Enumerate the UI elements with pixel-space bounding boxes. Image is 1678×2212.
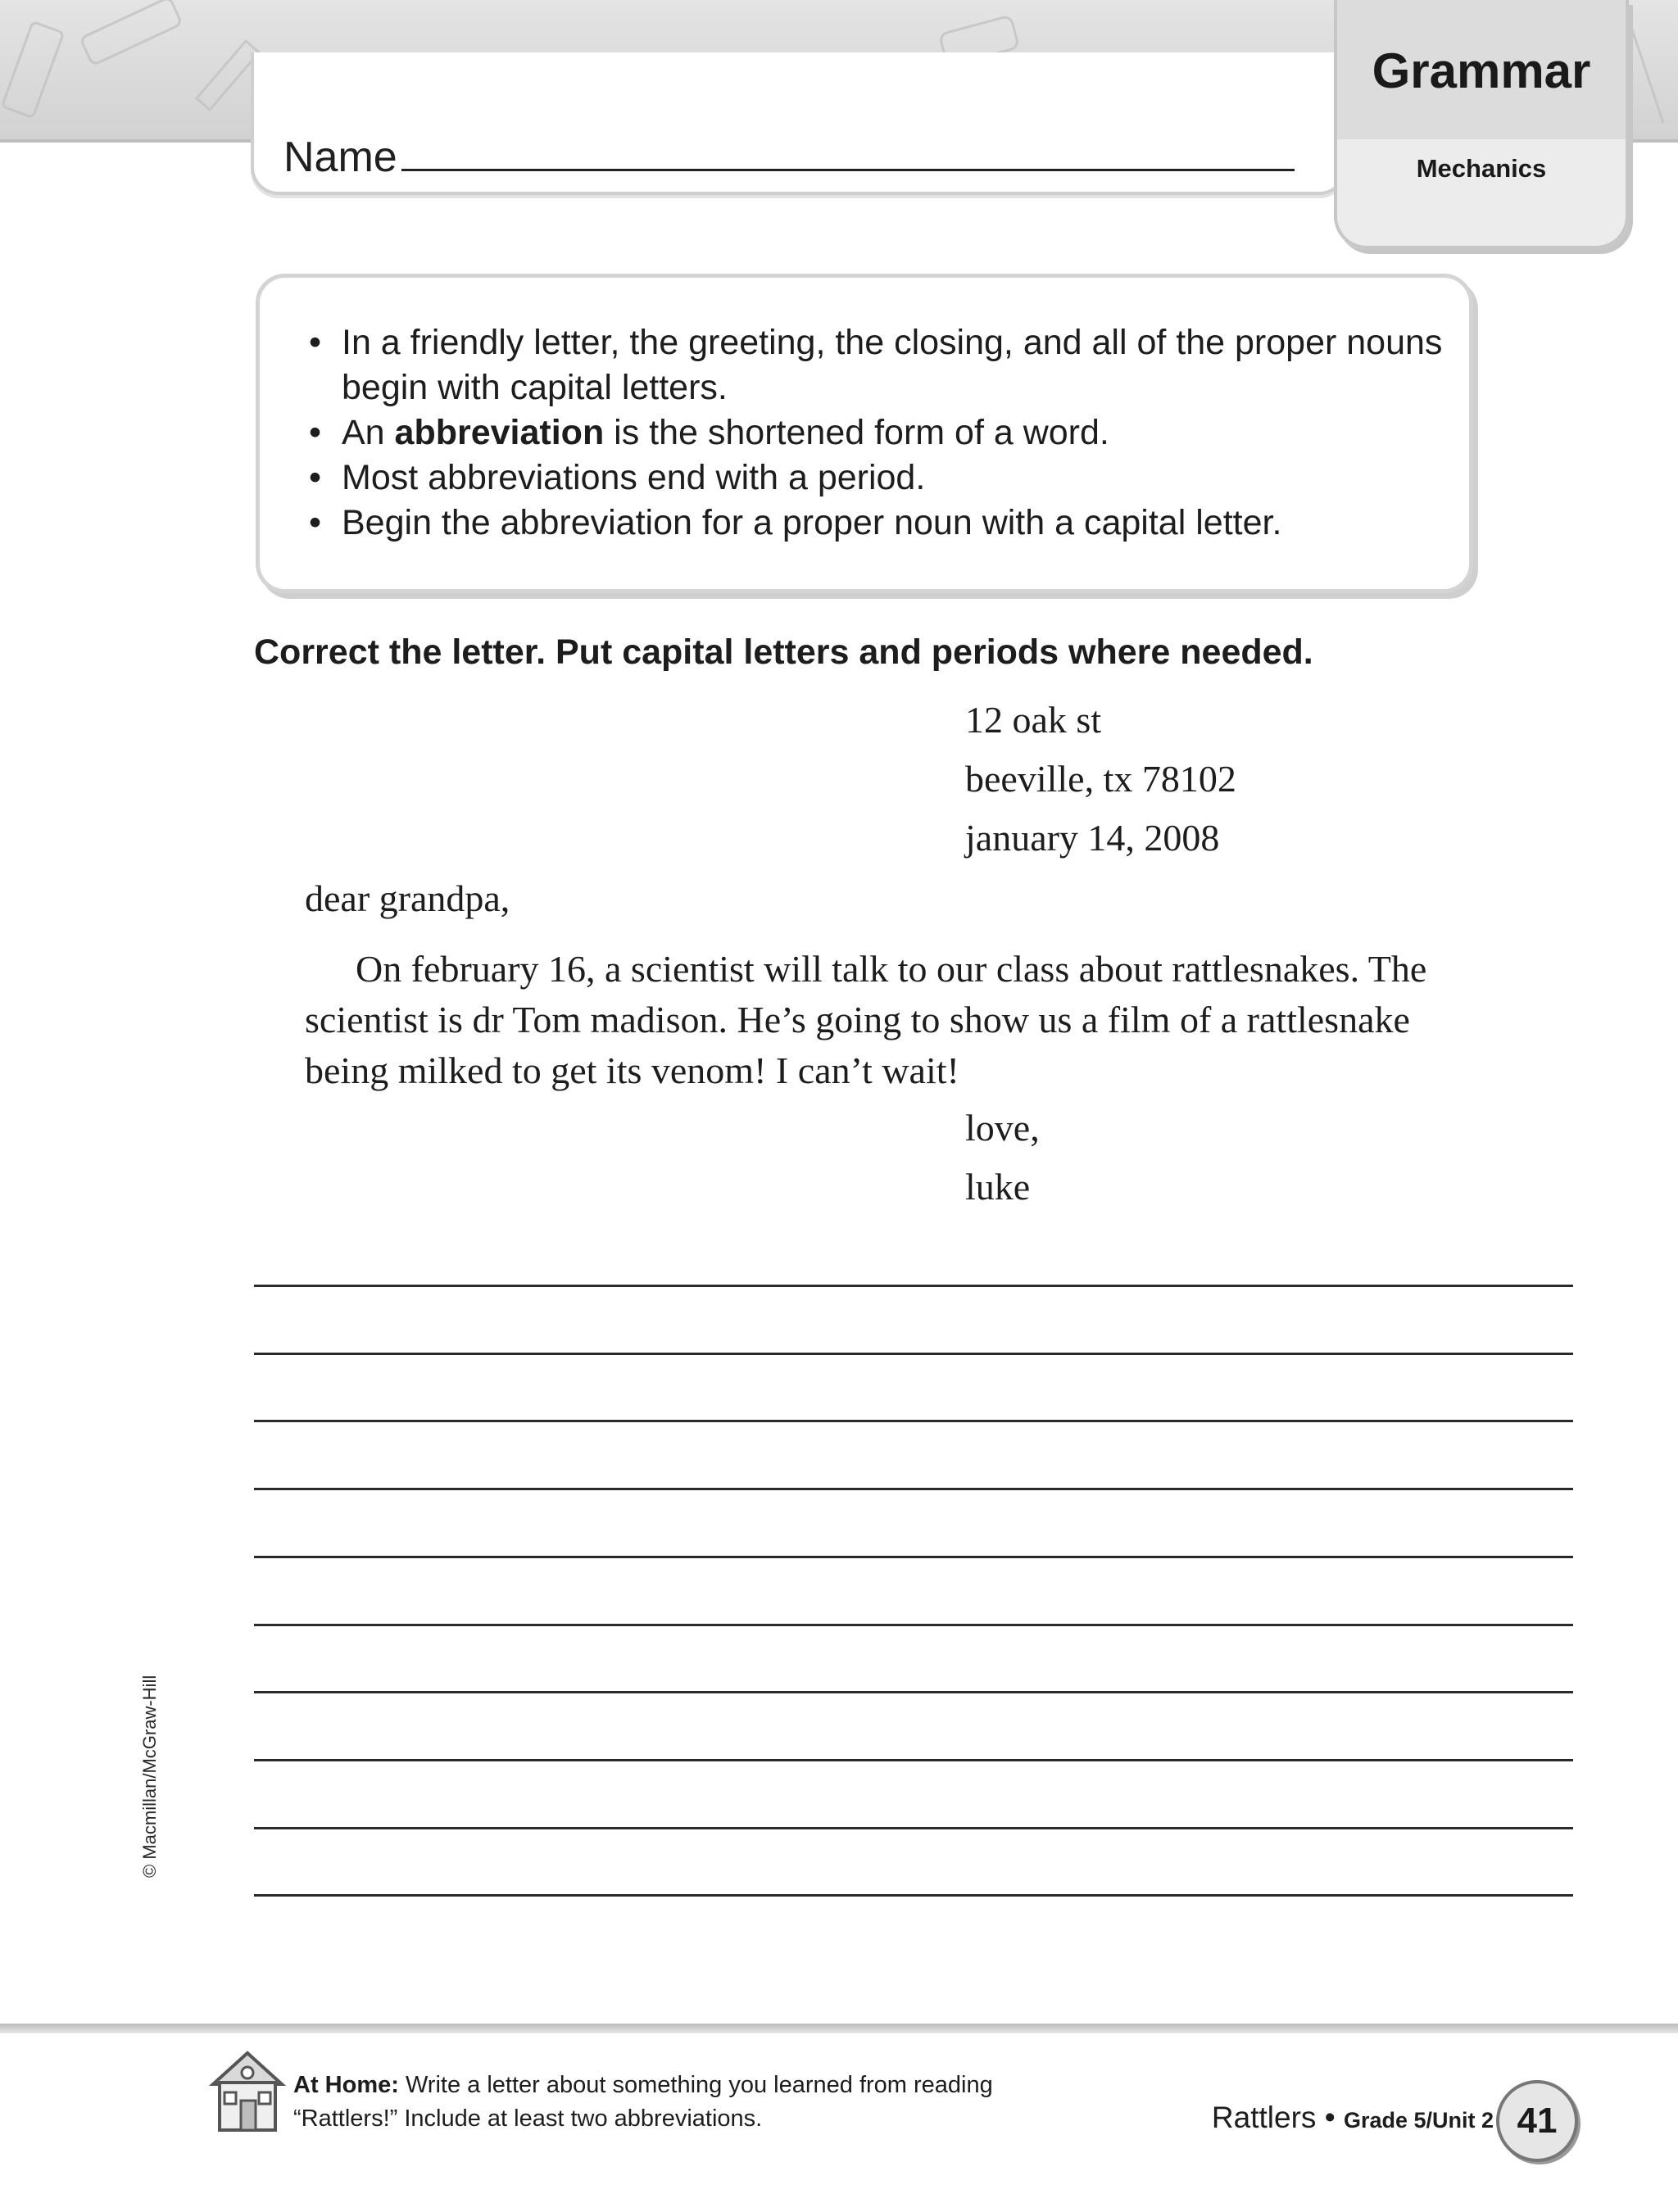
page-number: 41 — [1496, 2080, 1578, 2162]
writing-line[interactable] — [254, 1556, 1573, 1558]
letter-address-line2: beeville, tx 78102 — [965, 758, 1236, 800]
at-home-label: At Home: — [293, 2072, 399, 2098]
writing-line[interactable] — [254, 1624, 1573, 1626]
letter-body — [305, 944, 1493, 1096]
writing-line[interactable] — [254, 1894, 1573, 1897]
bullet-icon: • — [309, 503, 322, 542]
rule-text: Most abbreviations end with a period. — [342, 458, 926, 497]
writing-line[interactable] — [254, 1353, 1573, 1355]
grade-unit: Grade 5/Unit 2 — [1343, 2108, 1494, 2133]
rule-text-post: is the shortened form of a word. — [604, 413, 1109, 452]
subject-tab — [1334, 0, 1629, 249]
letter-greeting: dear grandpa, — [305, 877, 510, 919]
letter-closing: love, — [965, 1107, 1040, 1149]
subject-title: Grammar — [1372, 43, 1591, 98]
house-icon — [208, 2047, 287, 2137]
rule-text: Begin the abbreviation for a proper noun with a capital letter. — [342, 503, 1282, 542]
writing-line[interactable] — [254, 1420, 1573, 1422]
writing-line[interactable] — [254, 1691, 1573, 1693]
topic-label: Mechanics — [1416, 154, 1547, 183]
rule-item — [309, 501, 1456, 546]
letter-date: january 14, 2008 — [965, 817, 1220, 859]
letter-body-text: On february 16, a scientist will talk to our class about rattlesnakes. The scientist is dr Tom madison. He’s going to show us a film of a rattlesnake being milked to get its venom! I can’t wait! — [305, 948, 1427, 1091]
letter-address-line1: 12 oak st — [965, 699, 1102, 741]
rule-keyword: abbreviation — [394, 413, 605, 452]
writing-line[interactable] — [254, 1827, 1573, 1829]
name-card — [251, 52, 1347, 195]
letter-signature: luke — [965, 1166, 1031, 1208]
instructions: Correct the letter. Put capital letters and periods where needed. — [254, 632, 1313, 672]
name-field-line[interactable] — [401, 169, 1295, 171]
bullet-icon: • — [309, 323, 322, 362]
story-title: Rattlers — [1211, 2101, 1317, 2134]
bullet-icon: • — [309, 413, 322, 452]
rule-text: In a friendly letter, the greeting, the closing, and all of the proper nouns begin with capital letters. — [342, 323, 1443, 407]
rules-list — [309, 320, 1456, 546]
copyright-notice: © Macmillan/McGraw-Hill — [139, 1675, 160, 1878]
rule-item — [309, 410, 1456, 456]
footer-separator: • — [1324, 2101, 1336, 2134]
writing-line[interactable] — [254, 1285, 1573, 1287]
name-label: Name — [283, 134, 397, 181]
rule-item — [309, 456, 1456, 501]
footer-info — [1212, 2101, 1494, 2135]
at-home-text: Write a letter about something you learned from reading “Rattlers!” Include at least two abbreviations. — [293, 2072, 993, 2132]
bullet-icon: • — [309, 458, 322, 497]
writing-line[interactable] — [254, 1488, 1573, 1490]
rule-item — [309, 320, 1456, 410]
rules-box — [256, 274, 1473, 593]
rule-text-pre: An — [342, 413, 395, 452]
footer-divider — [0, 2024, 1678, 2033]
at-home-note — [293, 2069, 1031, 2136]
writing-line[interactable] — [254, 1759, 1573, 1761]
